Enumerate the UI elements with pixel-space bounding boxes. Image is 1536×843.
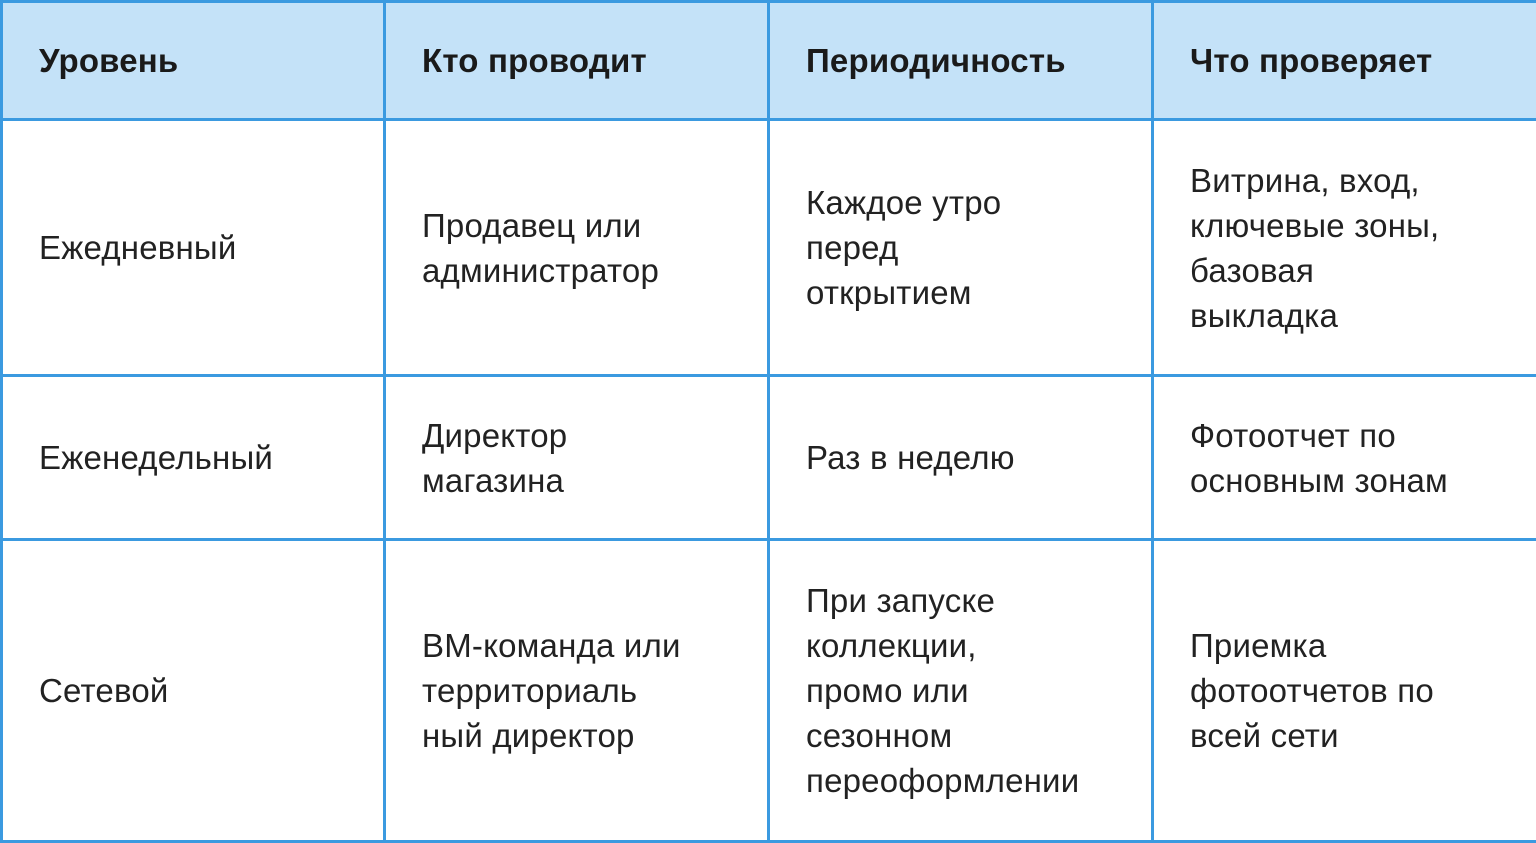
header-frequency: Периодичность: [769, 2, 1153, 120]
cell-checks: Фотоотчет по основным зонам: [1153, 376, 1536, 540]
table-row: [2, 376, 1536, 540]
header-who: Кто проводит: [385, 2, 769, 120]
cell-frequency: Каждое утро перед открытием: [769, 120, 1153, 376]
table-row: [2, 540, 1536, 842]
header-level: Уровень: [2, 2, 385, 120]
cell-frequency: При запуске коллекции, промо или сезонном переоформлении: [769, 540, 1153, 842]
cell-who: Продавец или администратор: [385, 120, 769, 376]
table-row: [2, 120, 1536, 376]
header-checks: Что проверяет: [1153, 2, 1536, 120]
cell-who: Директор магазина: [385, 376, 769, 540]
cell-checks: Приемка фотоотчетов по всей сети: [1153, 540, 1536, 842]
cell-level: Сетевой: [2, 540, 385, 842]
cell-frequency: Раз в неделю: [769, 376, 1153, 540]
cell-level: Ежедневный: [2, 120, 385, 376]
cell-level: Еженедельный: [2, 376, 385, 540]
table-header-row: [2, 2, 1536, 120]
cell-who: ВМ-команда или территориаль ный директор: [385, 540, 769, 842]
cell-checks: Витрина, вход, ключевые зоны, базовая выкладка: [1153, 120, 1536, 376]
